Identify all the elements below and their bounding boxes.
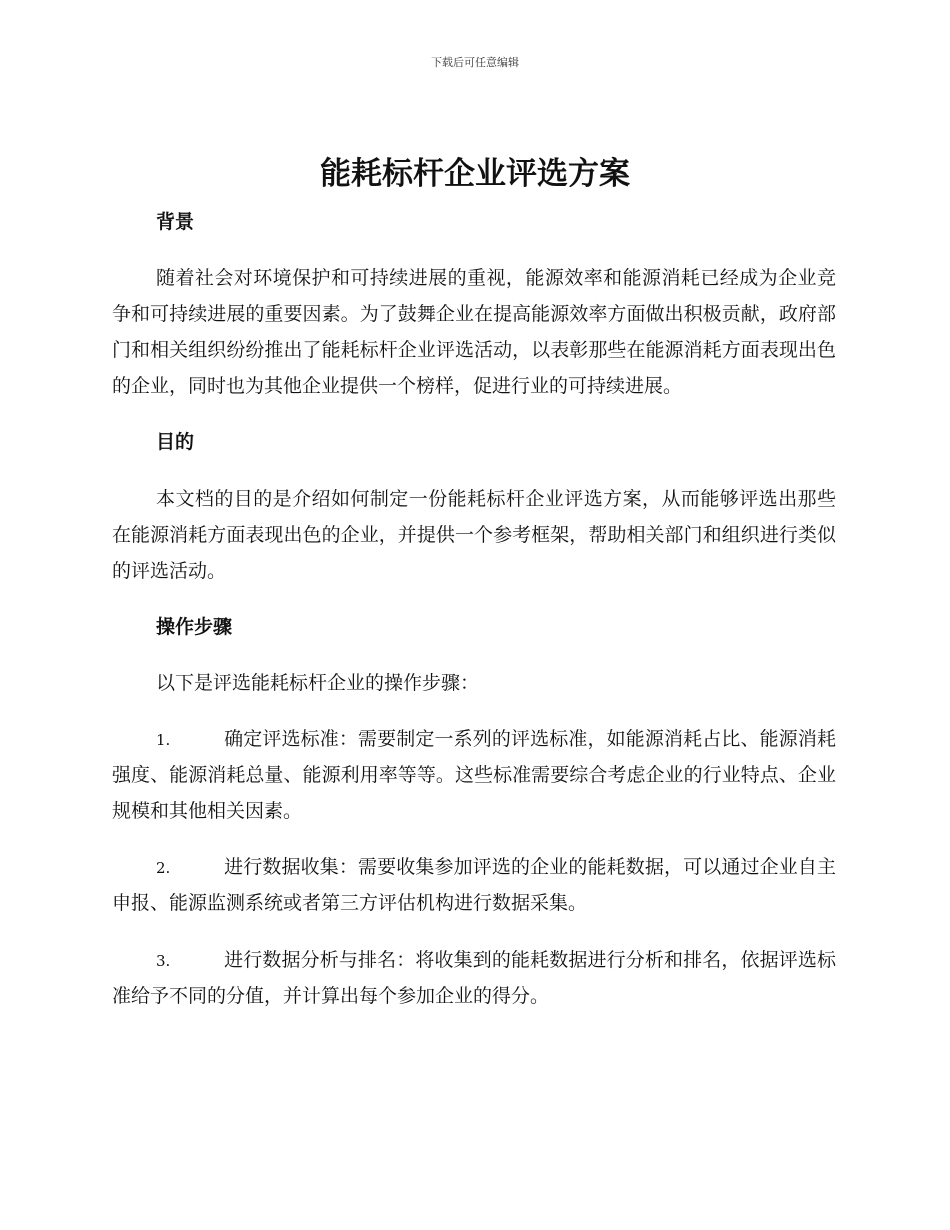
list-item-text: 进行数据收集：需要收集参加评选的企业的能耗数据，可以通过企业自主申报、能源监测系统或者第三方评估机构进行数据采集。 (112, 856, 836, 915)
section-heading-background: 背景 (156, 211, 195, 233)
section-heading-steps: 操作步骤 (156, 615, 233, 638)
document-body (112, 204, 836, 1034)
list-item (112, 849, 836, 921)
steps-intro: 以下是评选能耗标杆企业的操作步骤： (156, 671, 480, 694)
header-note: 下载后可任意编辑 (431, 56, 519, 69)
list-item (112, 721, 836, 829)
list-item (112, 942, 836, 1014)
background-paragraph: 随着社会对环境保护和可持续进展的重视，能源效率和能源消耗已经成为企业竞争和可持续进展的重要因素。为了鼓舞企业在提高能源效率方面做出积极贡献，政府部门和相关组织纷纷推出了能耗标杆企业评选活动，以表彰那些在能源消耗方面表现出色的企业，同时也为其他企业提供一个榜样，促进行业的可持续进展。 (112, 267, 836, 398)
list-item-text: 进行数据分析与排名：将收集到的能耗数据进行分析和排名，依据评选标准给予不同的分值，并计算出每个参加企业的得分。 (112, 948, 836, 1007)
list-item-number: 1. (156, 731, 171, 750)
section-heading-purpose: 目的 (156, 431, 195, 454)
list-item-text: 确定评选标准：需要制定一系列的评选标准，如能源消耗占比、能源消耗强度、能源消耗总量、能源利用率等等。这些标准需要综合考虑企业的行业特点、企业规模和其他相关因素。 (112, 728, 836, 823)
list-item-number: 3. (156, 951, 171, 970)
purpose-paragraph: 本文档的目的是介绍如何制定一份能耗标杆企业评选方案，从而能够评选出那些在能源消耗方面表现出色的企业，并提供一个参考框架，帮助相关部门和组织进行类似的评选活动。 (112, 487, 836, 582)
list-item-number: 2. (156, 859, 171, 878)
document-title: 能耗标杆企业评选方案 (320, 156, 630, 192)
